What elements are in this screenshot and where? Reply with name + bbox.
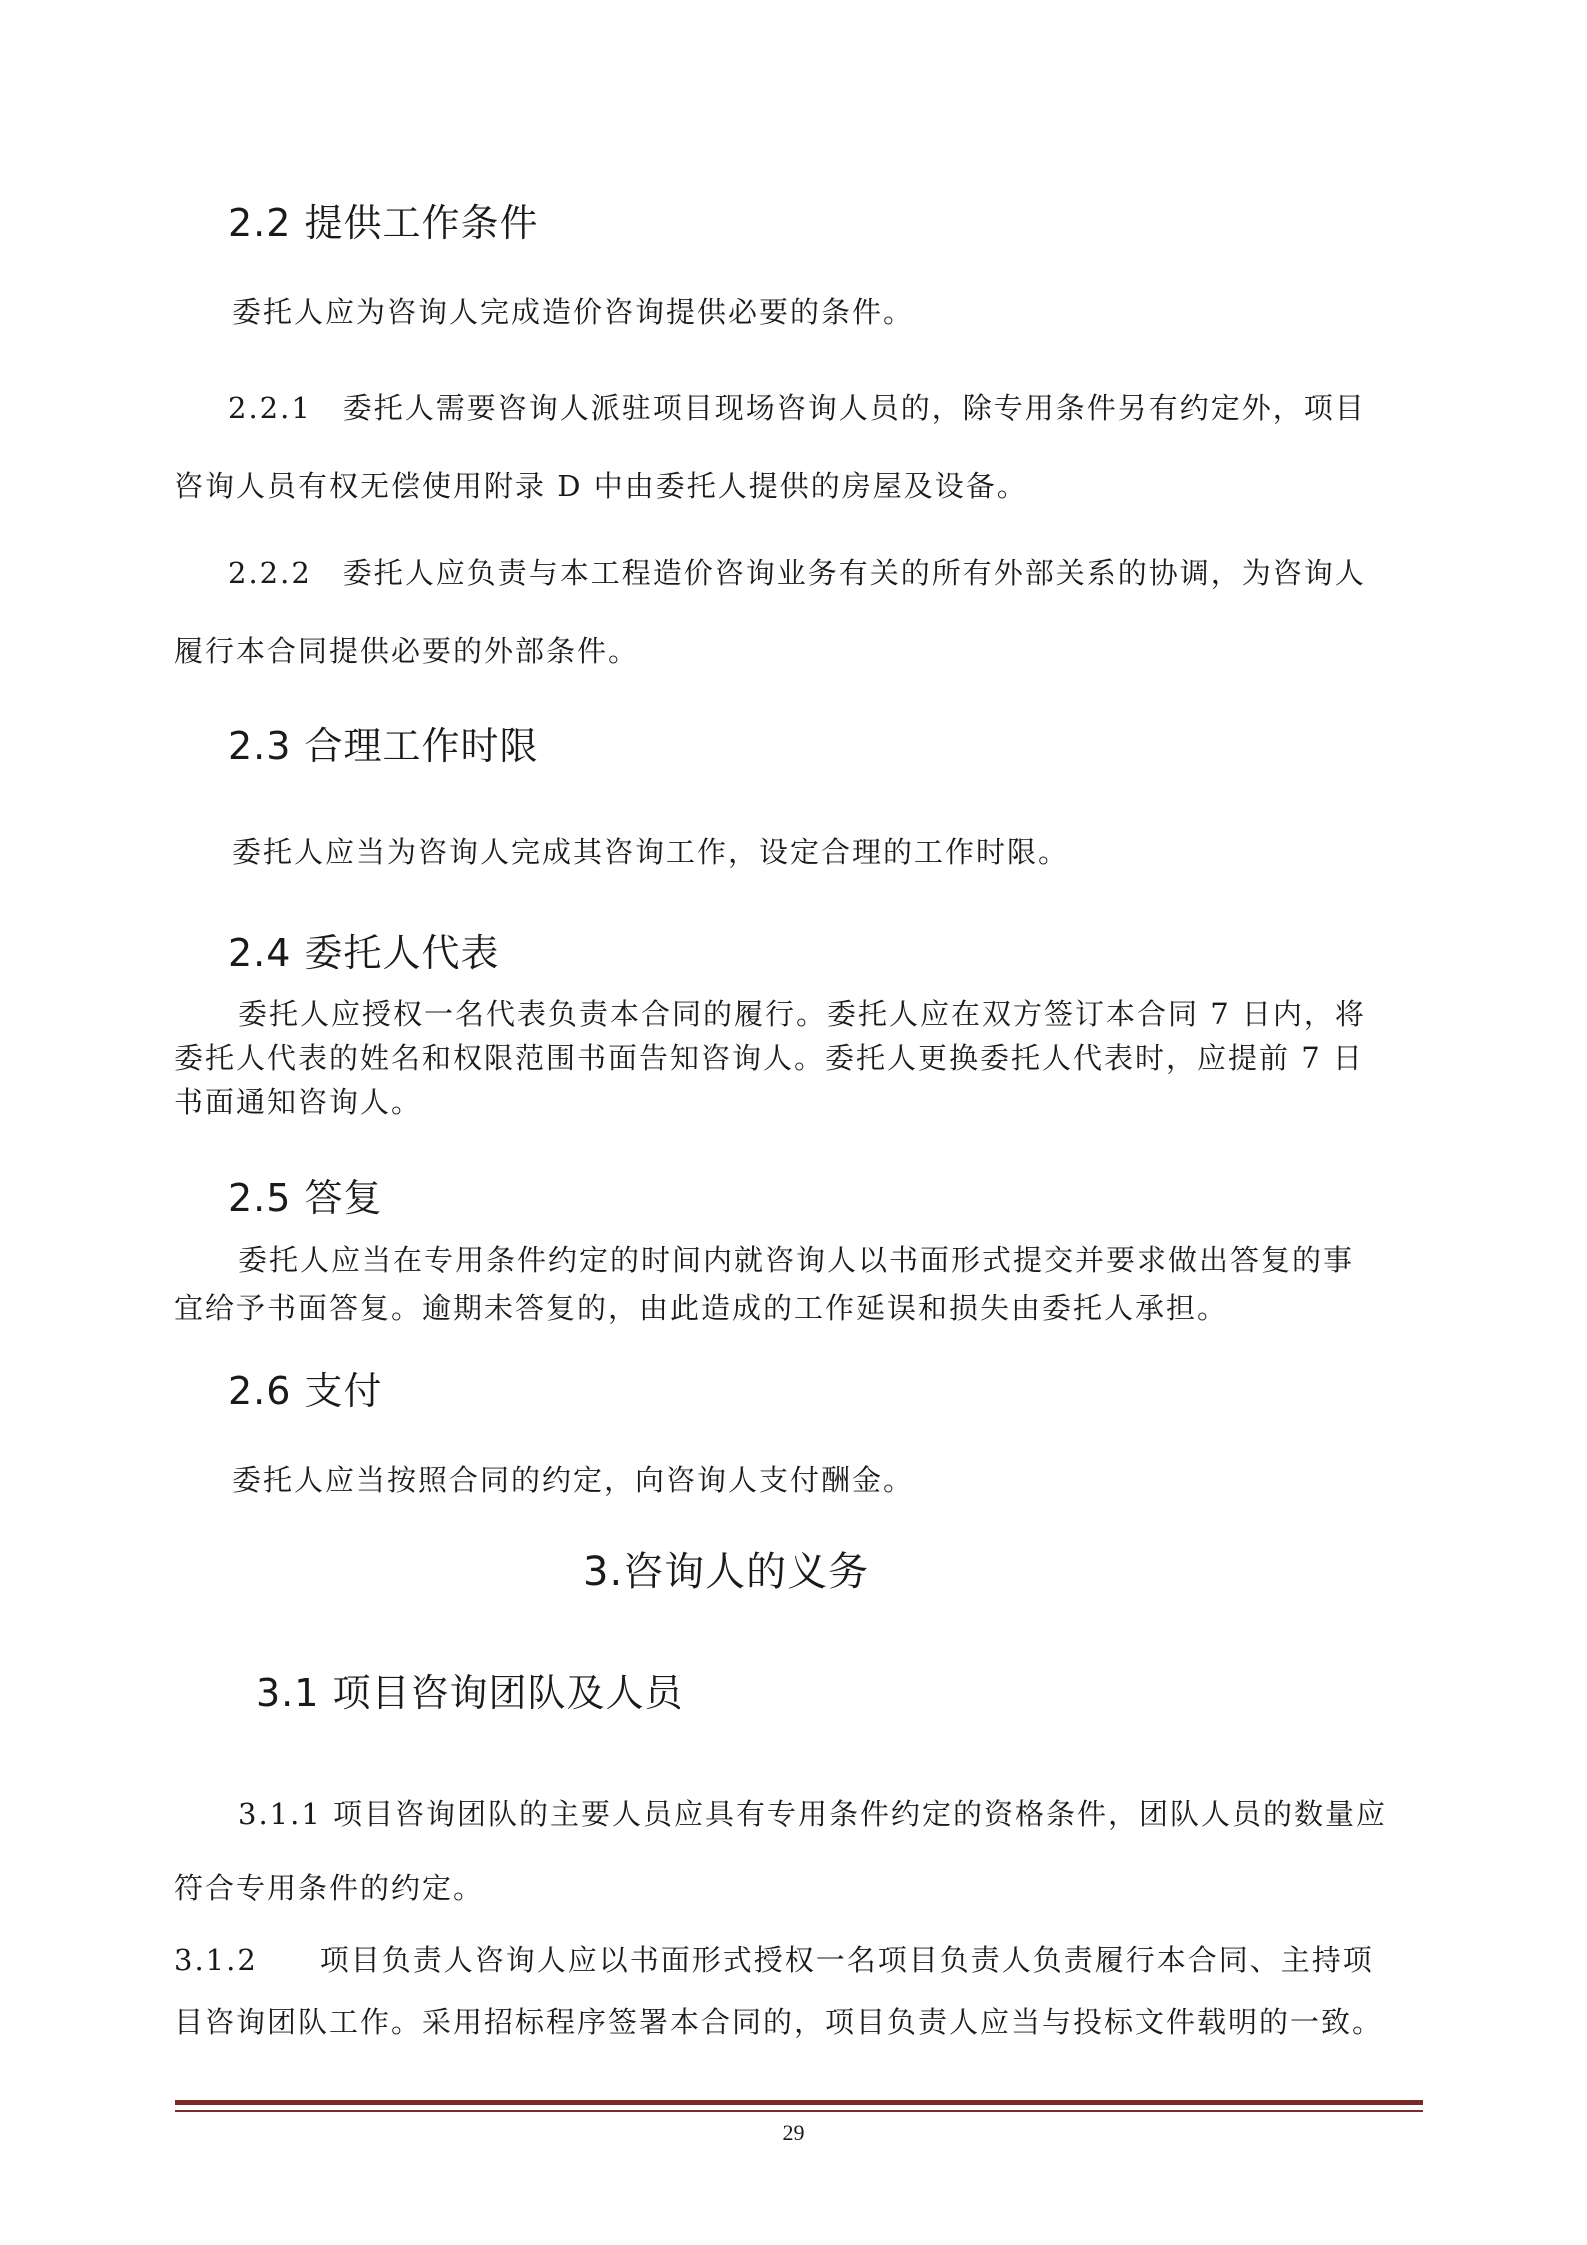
- footer-rule-thick: [175, 2100, 1423, 2105]
- heading-2-6: 2.6 支付: [228, 1369, 383, 1413]
- paragraph-3-1-1-line2: 符合专用条件的约定。: [174, 1871, 485, 1905]
- heading-2-5: 2.5 答复: [228, 1176, 383, 1220]
- heading-3-1: 3.1 项目咨询团队及人员: [256, 1671, 684, 1715]
- paragraph-3-1-1-line1: 3.1.1 项目咨询团队的主要人员应具有专用条件约定的资格条件，团队人员的数量应: [238, 1797, 1388, 1831]
- heading-2-4: 2.4 委托人代表: [228, 931, 500, 975]
- paragraph-2-2: 委托人应为咨询人完成造价咨询提供必要的条件。: [232, 295, 915, 329]
- paragraph-2-6: 委托人应当按照合同的约定，向咨询人支付酬金。: [232, 1463, 915, 1497]
- paragraph-2-4-line2: 委托人代表的姓名和权限范围书面告知咨询人。委托人更换委托人代表时，应提前 7 日: [174, 1041, 1364, 1075]
- footer-rule-thin: [175, 2110, 1423, 2112]
- paragraph-3-1-2-line1: 3.1.2 项目负责人咨询人应以书面形式授权一名项目负责人负责履行本合同、主持项: [174, 1943, 1374, 1977]
- paragraph-2-2-2-line1: 2.2.2 委托人应负责与本工程造价咨询业务有关的所有外部关系的协调，为咨询人: [228, 556, 1366, 590]
- paragraph-2-2-1-line1: 2.2.1 委托人需要咨询人派驻项目现场咨询人员的，除专用条件另有约定外，项目: [228, 391, 1366, 425]
- page-number: 29: [782, 2120, 805, 2145]
- paragraph-2-4-line3: 书面通知咨询人。: [174, 1085, 423, 1119]
- paragraph-3-1-2-line2: 目咨询团队工作。采用招标程序签署本合同的，项目负责人应当与投标文件载明的一致。: [174, 2005, 1384, 2039]
- heading-2-3: 2.3 合理工作时限: [228, 724, 539, 768]
- chapter-3-title: 3.咨询人的义务: [583, 1549, 870, 1595]
- heading-2-2: 2.2 提供工作条件: [228, 201, 539, 245]
- paragraph-2-2-2-line2: 履行本合同提供必要的外部条件。: [174, 634, 640, 668]
- paragraph-2-5-line2: 宜给予书面答复。逾期未答复的，由此造成的工作延误和损失由委托人承担。: [174, 1291, 1229, 1325]
- paragraph-2-2-1-line2: 咨询人员有权无偿使用附录 D 中由委托人提供的房屋及设备。: [174, 469, 1028, 503]
- paragraph-2-3: 委托人应当为咨询人完成其咨询工作，设定合理的工作时限。: [232, 835, 1070, 869]
- paragraph-2-5-line1: 委托人应当在专用条件约定的时间内就咨询人以书面形式提交并要求做出答复的事: [238, 1243, 1355, 1277]
- paragraph-2-4-line1: 委托人应授权一名代表负责本合同的履行。委托人应在双方签订本合同 7 日内，将: [238, 997, 1366, 1031]
